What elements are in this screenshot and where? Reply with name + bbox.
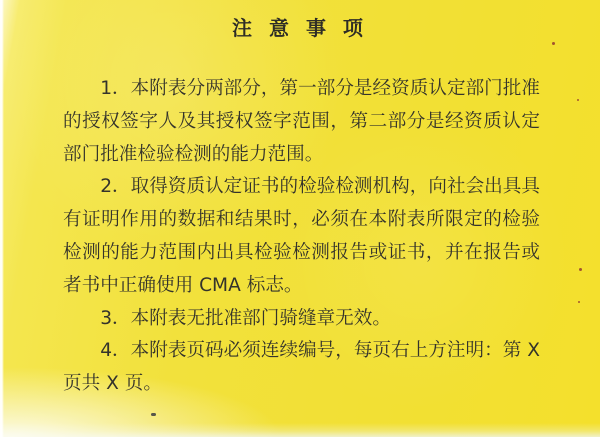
scan-speck [579,268,582,271]
scan-speck [577,99,579,101]
notice-paragraph-1: 1．本附表分两部分，第一部分是经资质认定部门批准的授权签字人及其授权签字范围，第二部分是经资质认定部门批准检验检测的能力范围。 [63,78,540,165]
scan-speck [578,301,580,303]
page-title: 注 意 事 项 [232,16,368,40]
notice-paragraph-3: 3．本附表无批准部门骑缝章无效。 [100,307,391,329]
scan-speck [552,42,555,45]
notice-paragraph-4: 4．本附表页码必须连续编号，每页右上方注明：第 X 页共 X 页。 [63,340,540,395]
notice-body [0,73,600,401]
notice-paragraph-2: 2．取得资质认定证书的检验检测机构，向社会出具具有证明作用的数据和结果时，必须在本附表所限定的检验检测的能力范围内出具检验检测报告或证书，并在报告或者书中正确使用 CMA 标志。 [63,176,540,296]
scan-speck [151,413,156,416]
